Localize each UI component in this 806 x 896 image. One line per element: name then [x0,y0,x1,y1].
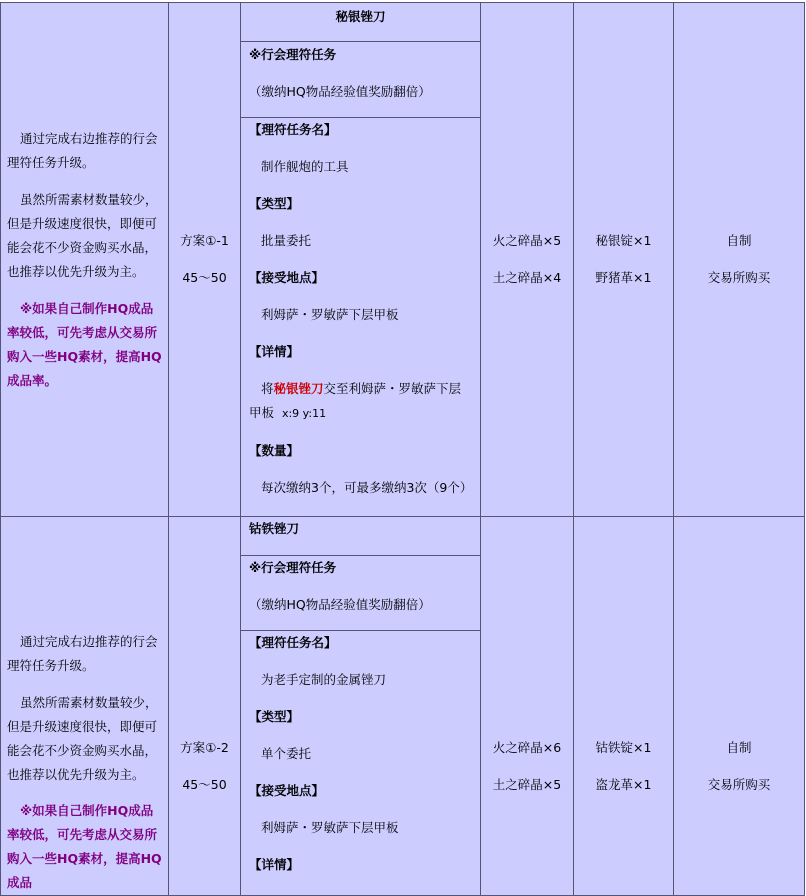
material-cell [573,2,674,517]
task-name: 为老手定制的金属锉刀 [261,672,387,687]
crystal-requirement: 土之碎晶×4 [492,270,562,285]
crystal-requirement: 火之碎晶×6 [492,740,562,755]
task-name-label: 【理符任务名】 [249,122,337,137]
detail-prefix: 将 [261,381,274,396]
task-name: 制作舰炮的工具 [261,159,349,174]
place-label: 【接受地点】 [249,270,325,285]
task-type: 批量委托 [261,233,312,248]
material-source: 交易所购买 [707,777,771,792]
detail-item-name: 秘银锉刀 [273,381,324,396]
detail-label: 【详情】 [249,344,300,359]
source-cell [673,516,805,896]
description-paragraph: 虽然所需素材数量较少，但是升级速度很快，即便可能会花不少资金购买水晶，也推荐以优先升级为主。 [7,191,158,279]
detail-line2: 甲板 [249,405,275,420]
guild-task-note: （缴纳HQ物品经验值奖励翻倍） [249,597,431,612]
guild-task-title: ※行会理符任务 [249,47,337,62]
guild-task-note: （缴纳HQ物品经验值奖励翻倍） [249,84,431,99]
source-cell [673,2,805,517]
detail-middle: 交至利姆萨・罗敏萨下层 [323,381,462,396]
task-name-label: 【理符任务名】 [249,635,337,650]
item-name: 钴铁锉刀 [249,521,300,536]
plan-cell [168,2,241,517]
type-label: 【类型】 [249,709,300,724]
task-detail-line2 [249,401,472,426]
hq-note: ※如果自己制作HQ成品率较低，可先考虑从交易所购入一些HQ素材，提高HQ成品 [7,803,162,890]
hq-note: ※如果自己制作HQ成品率较低，可先考虑从交易所购入一些HQ素材，提高HQ成品率。 [7,300,162,388]
guild-task-title: ※行会理符任务 [249,560,337,575]
level-range: 45～50 [182,270,227,285]
item-name-cell [240,516,481,556]
description-cell [0,2,169,517]
detail-coordinates: x:9 y:11 [281,407,327,420]
description-paragraph: 通过完成右边推荐的行会理符任务升级。 [7,130,158,170]
accept-place: 利姆萨・罗敏萨下层甲板 [261,820,399,835]
task-detail-cell [240,630,481,896]
task-detail-cell [240,117,481,517]
material-source: 自制 [726,740,752,755]
plan-label: 方案①-2 [180,740,229,755]
type-label: 【类型】 [249,196,300,211]
description-paragraph: 通过完成右边推荐的行会理符任务升级。 [7,634,158,673]
plan-cell [168,516,241,896]
material-cell [573,516,674,896]
item-name: 秘银锉刀 [335,9,386,24]
task-quantity: 每次缴纳3个，可最多缴纳3次（9个） [261,480,473,495]
crystal-requirement: 土之碎晶×5 [492,777,562,792]
material-requirement: 野猪革×1 [595,270,652,285]
task-type: 单个委托 [261,746,312,761]
task-detail [249,377,472,401]
description-cell [0,516,169,896]
detail-label: 【详情】 [249,857,300,872]
place-label: 【接受地点】 [249,783,325,798]
quantity-label: 【数量】 [249,443,300,458]
item-name-cell [240,2,481,42]
material-requirement: 盗龙革×1 [595,777,652,792]
level-range: 45～50 [182,777,227,792]
material-source: 交易所购买 [707,270,771,285]
crystal-cell [480,516,574,896]
guild-task-cell [240,555,481,631]
material-requirement: 秘银锭×1 [595,233,652,248]
plan-label: 方案①-1 [180,233,229,248]
crystal-cell [480,2,574,517]
description-paragraph: 虽然所需素材数量较少，但是升级速度很快，即便可能会花不少资金购买水晶，也推荐以优先升级为主。 [7,694,158,782]
guild-task-cell [240,41,481,118]
material-source: 自制 [726,233,752,248]
material-requirement: 钴铁锭×1 [595,740,652,755]
crystal-requirement: 火之碎晶×5 [492,233,562,248]
accept-place: 利姆萨・罗敏萨下层甲板 [261,307,399,322]
